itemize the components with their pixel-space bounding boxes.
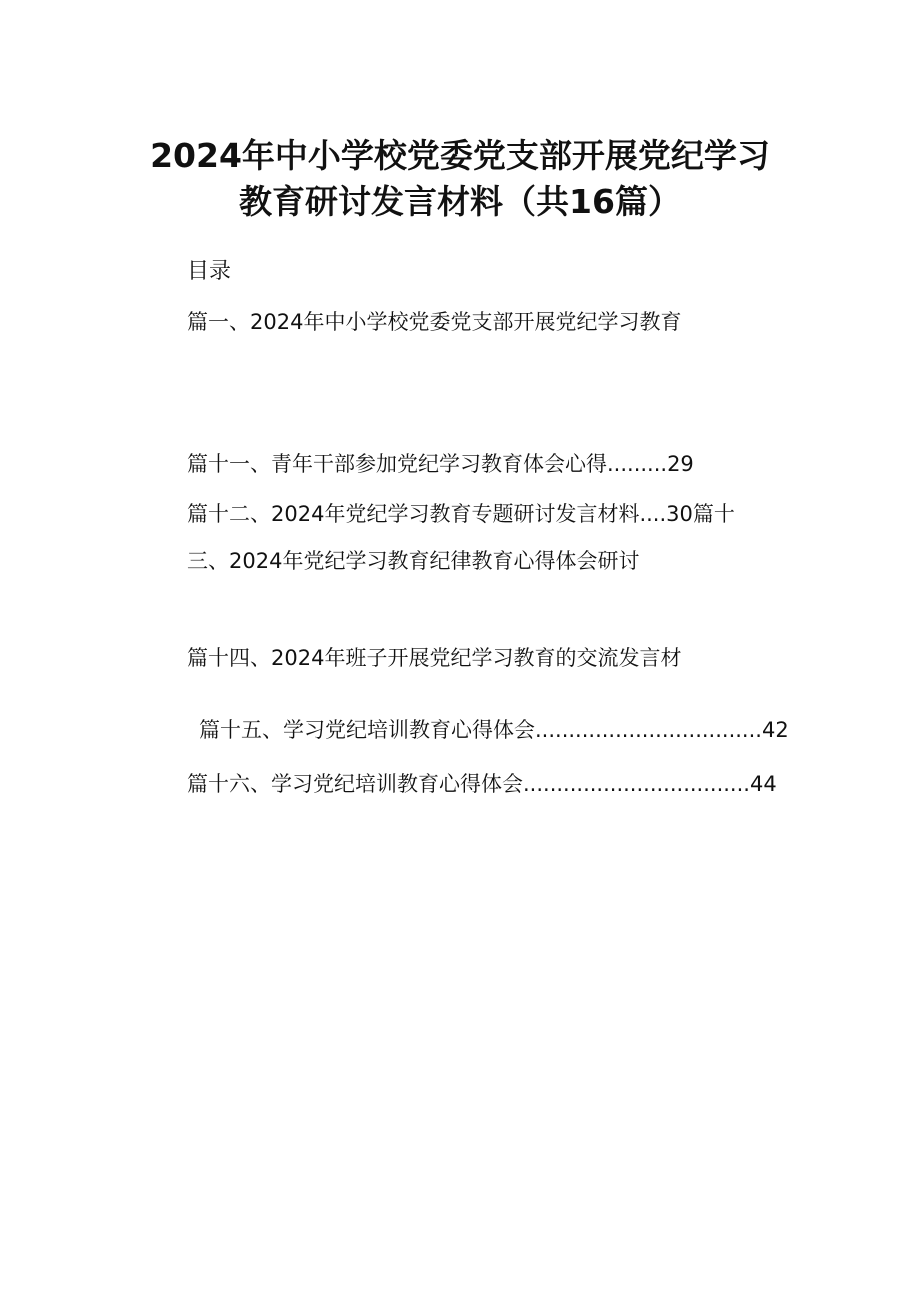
toc-entry-13[interactable]: 三、2024年党纪学习教育纪律教育心得体会研讨 — [187, 549, 640, 573]
toc-entry-11[interactable]: 篇十一、青年干部参加党纪学习教育体会心得.........29 — [187, 452, 694, 476]
toc-entry-12[interactable]: 篇十二、2024年党纪学习教育专题研讨发言材料....30篇十 — [187, 502, 735, 526]
document-title-line-2: 教育研讨发言材料（共16篇） — [239, 182, 681, 221]
toc-entry-15[interactable]: 篇十五、学习党纪培训教育心得体会..................................42 — [199, 718, 789, 742]
document-title-line-1: 2024年中小学校党委党支部开展党纪学习 — [150, 136, 770, 175]
toc-entry-16[interactable]: 篇十六、学习党纪培训教育心得体会..................................44 — [187, 772, 777, 796]
toc-entry-1[interactable]: 篇一、2024年中小学校党委党支部开展党纪学习教育 — [187, 310, 682, 334]
toc-entry-14[interactable]: 篇十四、2024年班子开展党纪学习教育的交流发言材 — [187, 646, 682, 670]
toc-heading: 目录 — [187, 259, 232, 284]
